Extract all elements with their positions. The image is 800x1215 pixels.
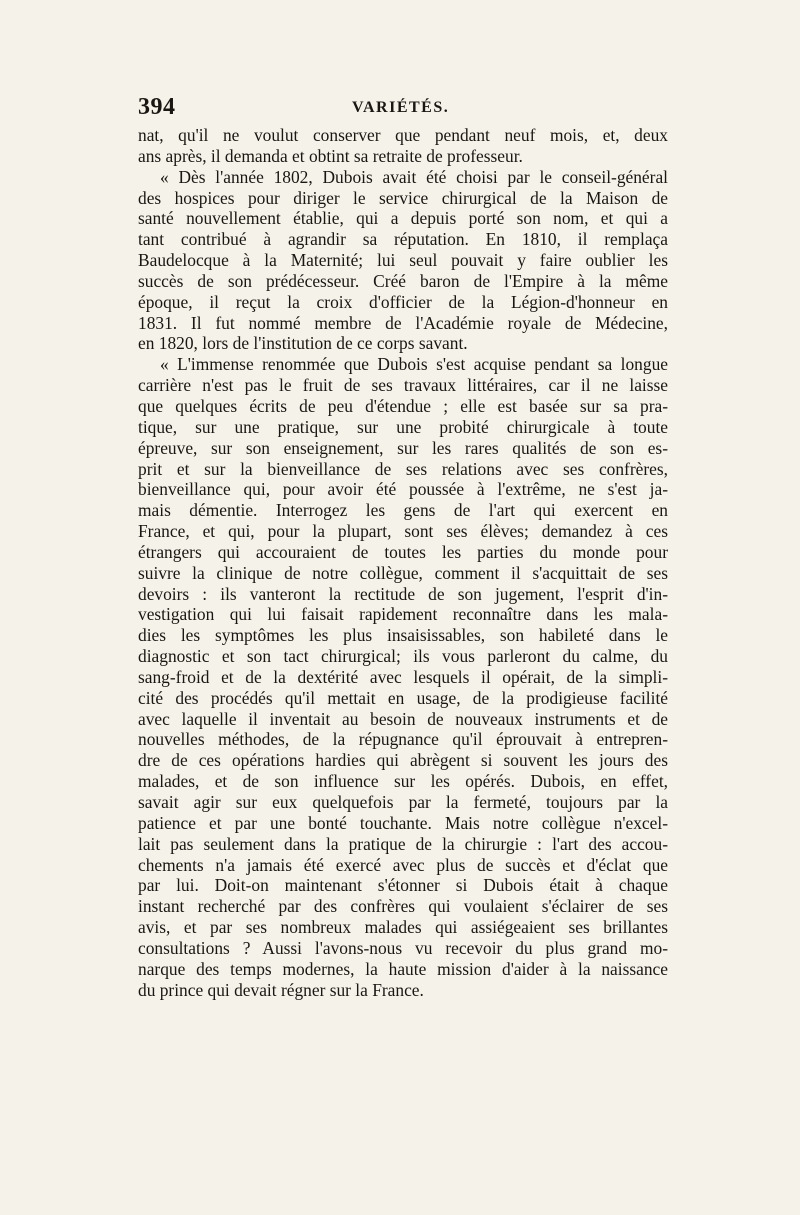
text-line: Baudelocque à la Maternité; lui seul pouvait y faire oublier les — [138, 250, 668, 271]
text-line: 1831. Il fut nommé membre de l'Académie royale de Médecine, — [138, 312, 668, 333]
text-line: nouvelles méthodes, de la répugnance qu'il éprouvait à entrepren- — [138, 729, 668, 750]
text-line: suivre la clinique de notre collègue, comment il s'acquittait de ses — [138, 562, 668, 583]
text-line: succès de son prédécesseur. Créé baron de l'Empire à la même — [138, 270, 668, 291]
text-line: cité des procédés qu'il mettait en usage, de la prodigieuse facilité — [138, 687, 668, 708]
text-line: instant recherché par des confrères qui voulaient s'éclairer de ses — [138, 896, 668, 917]
text-line: tique, sur une pratique, sur une probité chirurgicale à toute — [138, 416, 668, 437]
text-line: avis, et par ses nombreux malades qui assiégeaient ses brillantes — [138, 917, 668, 938]
text-line: carrière n'est pas le fruit de ses travaux littéraires, car il ne laisse — [138, 375, 668, 396]
text-line: devoirs : ils vanteront la rectitude de son jugement, l'esprit d'in- — [138, 583, 668, 604]
paragraph — [138, 167, 668, 355]
text-line: tant contribué à agrandir sa réputation. En 1810, il remplaça — [138, 229, 668, 250]
text-line: chements n'a jamais été exercé avec plus de succès et d'éclat que — [138, 854, 668, 875]
paragraph — [138, 354, 668, 1000]
text-line: « L'immense renommée que Dubois s'est acquise pendant sa longue — [160, 354, 668, 375]
text-line: santé nouvellement établie, qui a depuis porté son nom, et qui a — [138, 208, 668, 229]
text-line: prit et sur la bienveillance de ses relations avec ses confrères, — [138, 458, 668, 479]
text-line: épreuve, sur son enseignement, sur les rares qualités de son es- — [138, 437, 668, 458]
text-line: dre de ces opérations hardies qui abrègent si souvent les jours des — [138, 750, 668, 771]
text-line: étrangers qui accouraient de toutes les parties du monde pour — [138, 541, 668, 562]
page-header — [138, 92, 668, 122]
text-line: nat, qu'il ne voulut conserver que pendant neuf mois, et, deux — [138, 125, 668, 145]
text-line: avec laquelle il inventait au besoin de nouveaux instruments et de — [138, 708, 668, 729]
text-line: lait pas seulement dans la pratique de la chirurgie : l'art des accou- — [138, 833, 668, 854]
text-line: savait agir sur eux quelquefois par la fermeté, toujours par la — [138, 792, 668, 812]
text-line: « Dès l'année 1802, Dubois avait été choisi par le conseil-général — [160, 166, 668, 187]
text-line: époque, il reçut la croix d'officier de la Légion-d'honneur en — [138, 291, 668, 312]
text-line: patience et par une bonté touchante. Mais notre collègue n'excel- — [138, 812, 668, 833]
text-line: en 1820, lors de l'institution de ce corps savant. — [138, 333, 468, 354]
text-line: bienveillance qui, pour avoir été poussée à l'extrême, ne s'est ja- — [138, 479, 668, 500]
running-head: VARIÉTÉS. — [352, 99, 450, 116]
paragraph — [138, 125, 668, 167]
body-text — [138, 125, 668, 1000]
text-line: des hospices pour diriger le service chirurgical de la Maison de — [138, 187, 668, 208]
text-line: narque des temps modernes, la haute mission d'aider à la naissance — [138, 958, 668, 979]
text-line: consultations ? Aussi l'avons-nous vu recevoir du plus grand mo- — [138, 937, 668, 958]
text-line: sang-froid et de la dextérité avec lesquels il opérait, de la simpli- — [138, 666, 668, 687]
text-line: mais démentie. Interrogez les gens de l'art qui exercent en — [138, 500, 668, 521]
text-line: France, et qui, pour la plupart, sont ses élèves; demandez à ces — [138, 521, 668, 542]
text-line: dies les symptômes les plus insaisissables, son habileté dans le — [138, 625, 668, 646]
text-line: diagnostic et son tact chirurgical; ils vous parleront du calme, du — [138, 646, 668, 667]
text-line: ans après, il demanda et obtint sa retraite de professeur. — [138, 145, 523, 166]
text-line: malades, et de son influence sur les opérés. Dubois, en effet, — [138, 771, 668, 792]
text-line: que quelques écrits de peu d'étendue ; elle est basée sur sa pra- — [138, 395, 668, 416]
text-line: vestigation qui lui faisait rapidement reconnaître dans les mala- — [138, 604, 668, 625]
text-line: par lui. Doit-on maintenant s'étonner si Dubois était à chaque — [138, 875, 668, 896]
page-number: 394 — [138, 94, 176, 120]
text-line: du prince qui devait régner sur la France. — [138, 979, 424, 1000]
